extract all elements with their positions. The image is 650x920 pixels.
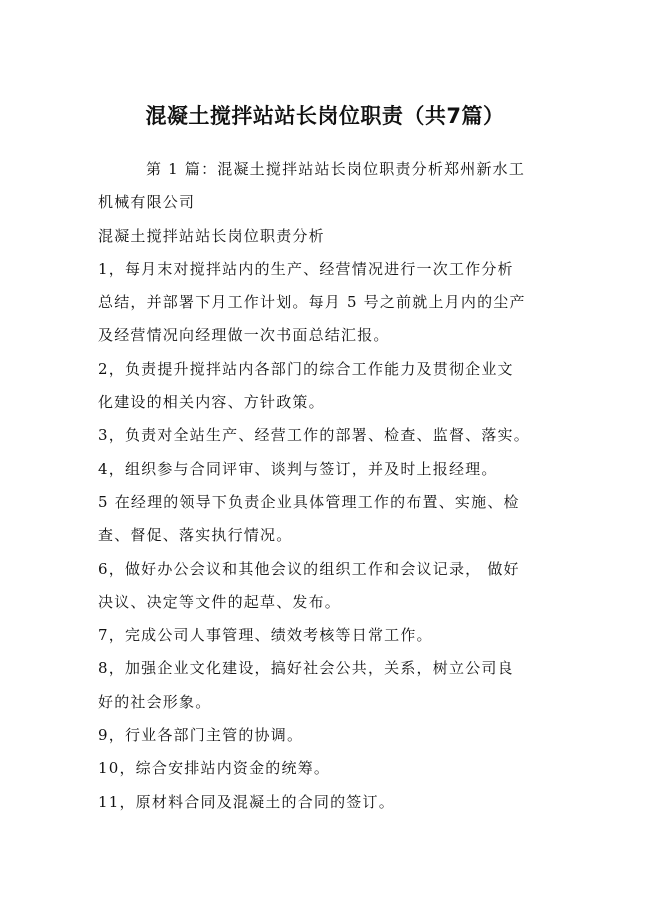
text-line: 3，负责对全站生产、经营工作的部署、检查、监督、落实。	[98, 426, 530, 445]
text-line: 混凝土搅拌站站长岗位职责分析	[98, 226, 325, 245]
text-line: 机械有限公司	[98, 193, 196, 212]
text-line: 第 1 篇：混凝土搅拌站站长岗位职责分析郑州新水工	[146, 160, 526, 178]
text-line: 9，行业各部门主管的协调。	[98, 726, 304, 745]
text-line: 化建设的相关内容、方针政策。	[98, 393, 325, 412]
text-line: 10，综合安排站内资金的统筹。	[98, 759, 331, 778]
document-body	[98, 153, 568, 819]
document-title: 混凝土搅拌站站长岗位职责（共7篇）	[145, 104, 505, 128]
text-line: 2，负责提升搅拌站内各部门的综合工作能力及贯彻企业文	[98, 359, 514, 378]
text-line: 1，每月末对搅拌站内的生产、经营情况进行一次工作分析	[98, 259, 514, 278]
text-line: 11，原材料合同及混凝土的合同的签订。	[98, 792, 395, 811]
text-line: 5 在经理的领导下负责企业具体管理工作的布置、实施、检	[98, 492, 520, 511]
text-line: 决议、决定等文件的起草、发布。	[98, 592, 342, 611]
text-line: 好的社会形象。	[98, 692, 212, 711]
text-line: 7，完成公司人事管理、绩效考核等日常工作。	[98, 626, 433, 645]
text-line: 8，加强企业文化建设，搞好社会公共，关系，树立公司良	[98, 659, 514, 678]
text-line: 6，做好办公会议和其他会议的组织工作和会议记录， 做好	[98, 559, 520, 578]
text-line: 4，组织参与合同评审、谈判与签订，并及时上报经理。	[98, 459, 498, 478]
text-line: 总结，并部署下月工作计划。每月 5 号之前就上月内的尘产	[98, 293, 526, 312]
text-line: 及经营情况向经理做一次书面总结汇报。	[98, 326, 390, 345]
text-line: 查、督促、落实执行情况。	[98, 526, 293, 545]
